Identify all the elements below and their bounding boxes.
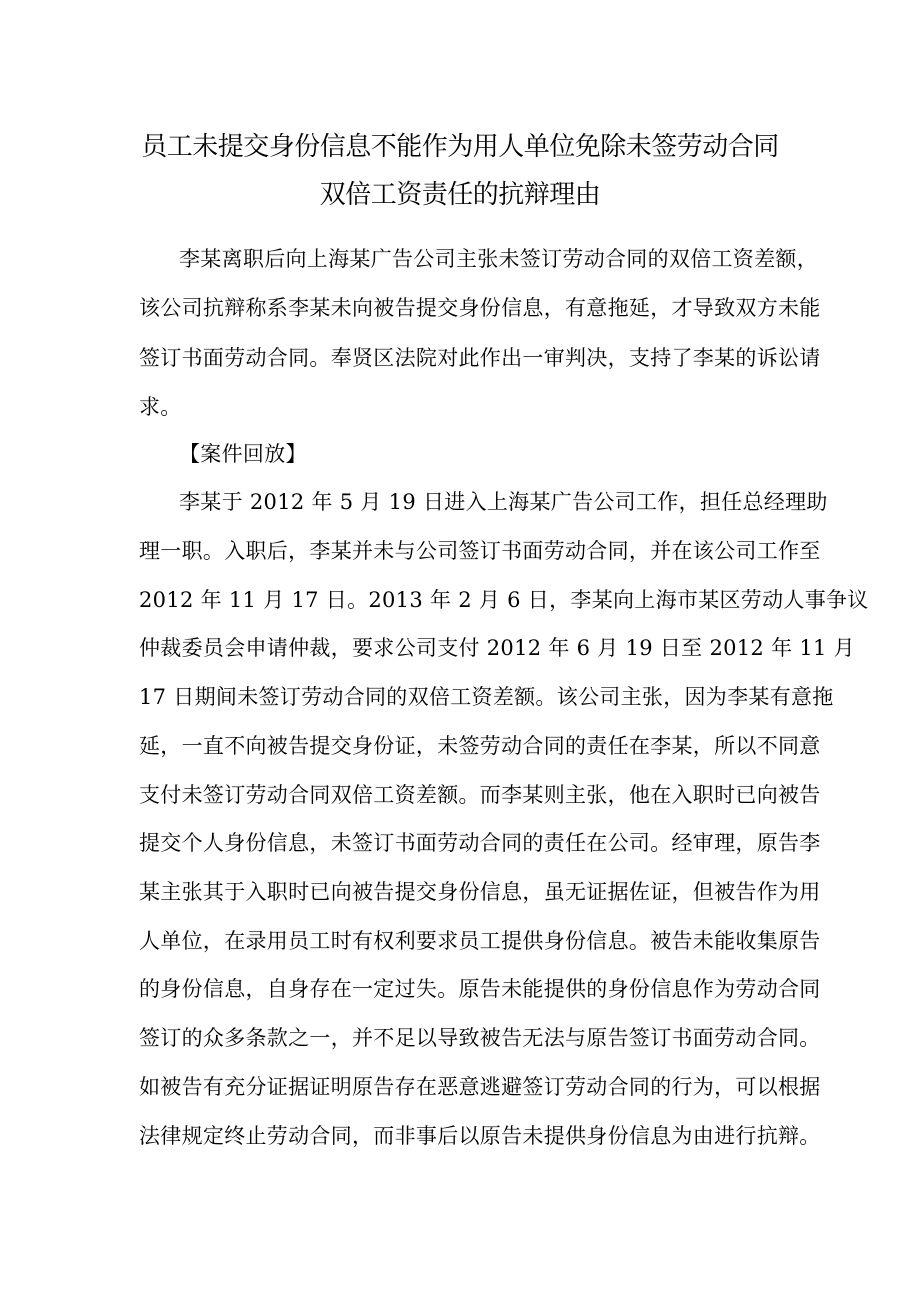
paragraph-2-line-13: 如被告有充分证据证明原告存在恶意逃避签订劳动合同的行为，可以根据 <box>139 1075 821 1099</box>
paragraph-2-line-9: 某主张其于入职时已向被告提交身份信息，虽无证据佐证，但被告作为用 <box>139 880 821 904</box>
paragraph-2-line-7: 支付未签订劳动合同双倍工资差额。而李某则主张，他在入职时已向被告 <box>139 783 821 807</box>
paragraph-1-line-2: 该公司抗辩称系李某未向被告提交身份信息，有意拖延，才导致双方未能 <box>139 296 821 320</box>
paragraph-2-line-14: 法律规定终止劳动合同，而非事后以原告未提供身份信息为由进行抗辩。 <box>139 1124 821 1148</box>
paragraph-2-line-3: 2012 年 11 月 17 日。2013 年 2 月 6 日，李某向上海市某区劳动人事争议 <box>139 588 869 612</box>
paragraph-2-line-2: 理一职。入职后，李某并未与公司签订书面劳动合同，并在该公司工作至 <box>139 539 821 563</box>
document-title-line-1: 员工未提交身份信息不能作为用人单位免除未签劳动合同 <box>141 132 779 162</box>
paragraph-2-line-11: 的身份信息，自身存在一定过失。原告未能提供的身份信息作为劳动合同 <box>139 977 821 1001</box>
paragraph-2-line-8: 提交个人身份信息，未签订书面劳动合同的责任在公司。经审理，原告李 <box>139 831 821 855</box>
section-heading: 【案件回放】 <box>179 442 307 466</box>
paragraph-2-line-1: 李某于 2012 年 5 月 19 日进入上海某广告公司工作，担任总经理助 <box>179 490 828 514</box>
paragraph-2-line-10: 人单位，在录用员工时有权利要求员工提供身份信息。被告未能收集原告 <box>139 929 821 953</box>
paragraph-1-line-4: 求。 <box>139 395 182 419</box>
paragraph-2-line-12: 签订的众多条款之一，并不足以导致被告无法与原告签订书面劳动合同。 <box>139 1026 821 1050</box>
paragraph-1-line-3: 签订书面劳动合同。奉贤区法院对此作出一审判决，支持了李某的诉讼请 <box>139 346 821 370</box>
paragraph-2-line-6: 延，一直不向被告提交身份证，未签劳动合同的责任在李某，所以不同意 <box>139 734 821 758</box>
paragraph-2-line-5: 17 日期间未签订劳动合同的双倍工资差额。该公司主张，因为李某有意拖 <box>139 685 834 709</box>
paragraph-2-line-4: 仲裁委员会申请仲裁，要求公司支付 2012 年 6 月 19 日至 2012 年 11 月 <box>139 636 855 660</box>
paragraph-1-line-1: 李某离职后向上海某广告公司主张未签订劳动合同的双倍工资差额， <box>179 247 818 271</box>
document-title-line-2: 双倍工资责任的抗辩理由 <box>319 180 601 210</box>
